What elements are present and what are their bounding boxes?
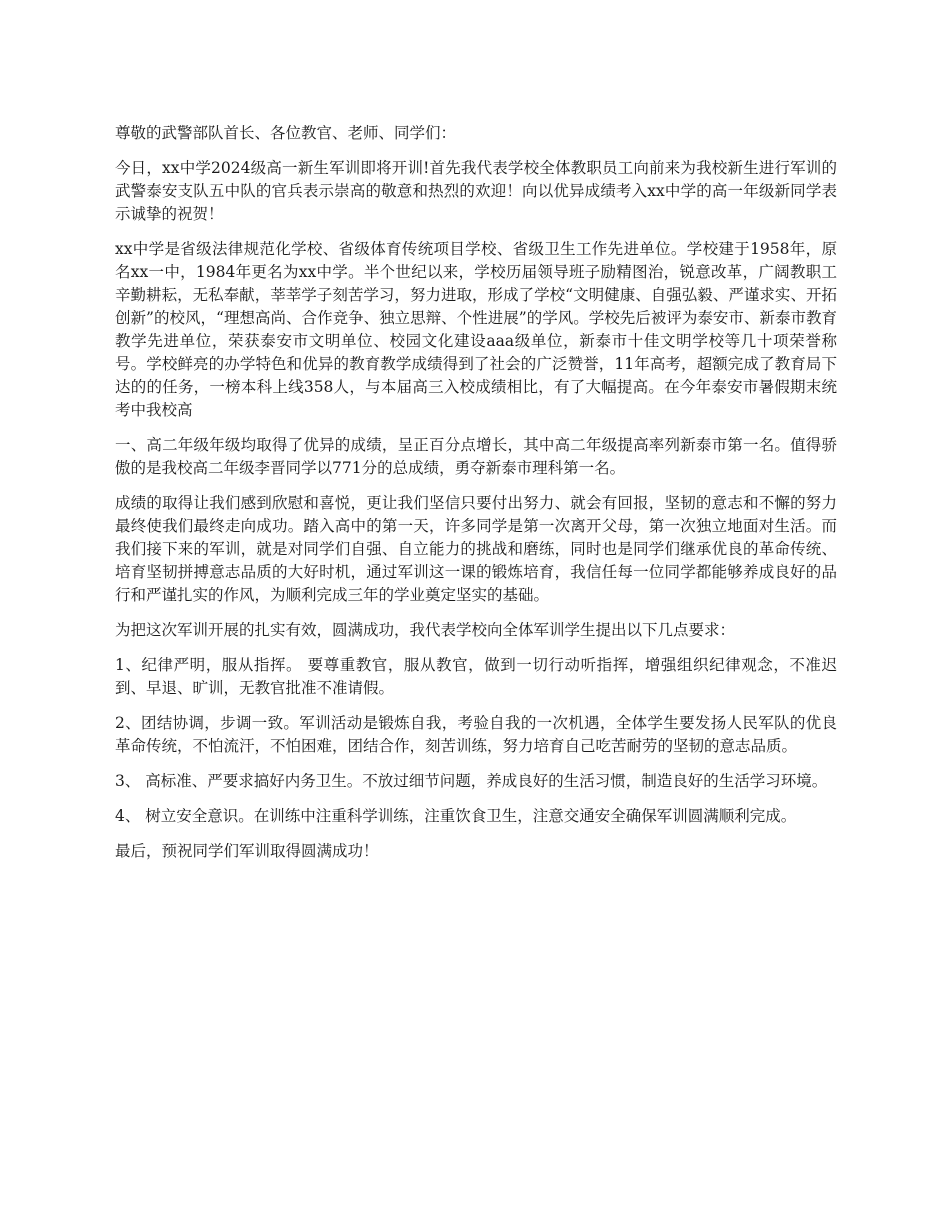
closing-paragraph: 最后，预祝同学们军训取得圆满成功！: [115, 842, 379, 860]
opening-paragraph: 今日，xx中学2024级高一新生军训即将开训!首先我代表学校全体教职员工向前来为我校新生进行军训的武警泰安支队五中队的官兵表示崇高的敬意和热烈的欢迎！向以优异成绩考入xx中学的高一年级新同学表示诚挚的祝贺！: [115, 159, 837, 223]
requirement-item-2: 2、团结协调，步调一致。军训活动是锻炼自我，考验自我的一次机遇，全体学生要发扬人民军队的优良革命传统，不怕流汗，不怕困难，团结合作，刻苦训练，努力培育自己吃苦耐劳的坚韧的意志品质。: [115, 714, 837, 755]
requirement-item-4: 4、 树立安全意识。在训练中注重科学训练，注重饮食卫生，注意交通安全确保军训圆满顺利完成。: [115, 807, 797, 825]
requirement-item-3: 3、 高标准、严要求搞好内务卫生。不放过细节问题，养成良好的生活习惯，制造良好的生活学习环境。: [115, 772, 828, 790]
salutation: 尊敬的武警部队首长、各位教官、老师、同学们：: [115, 124, 457, 142]
exam-results-paragraph: 一、高二年级年级均取得了优异的成绩，呈正百分点增长，其中高二年级提高率列新泰市第一名。值得骄傲的是我校高二年级李晋同学以771分的总成绩，勇夺新泰市理科第一名。: [115, 436, 837, 477]
school-introduction-paragraph: xx中学是省级法律规范化学校、省级体育传统项目学校、省级卫生工作先进单位。学校建于1958年，原名xx一中，1984年更名为xx中学。半个世纪以来，学校历届领导班子励精图治，锐意改革，广阔教职工辛勤耕耘，无私奉献，莘莘学子刻苦学习，努力进取，形成了学校“文明健康、自强弘毅、严谨求实、开拓创新”的校风，“理想高尚、合作竞争、独立思辩、个性进展”的学风。学校先后被评为泰安市、新泰市教育教学先进单位，荣获泰安市文明单位、校园文化建设aaa级单位，新泰市十佳文明学校等几十项荣誉称号。学校鲜亮的办学特色和优异的教育教学成绩得到了社会的广泛赞誉，11年高考，超额完成了教育局下达的的任务，一榜本科上线358人，与本届高三入校成绩相比，有了大幅提高。在今年泰安市暑假期末统考中我校高: [115, 240, 837, 419]
military-training-significance-paragraph: 成绩的取得让我们感到欣慰和喜悦，更让我们坚信只要付出努力、就会有回报，坚韧的意志和不懈的努力最终使我们最终走向成功。踏入高中的第一天，许多同学是第一次离开父母，第一次独立地面对生活。而我们接下来的军训，就是对同学们自强、自立能力的挑战和磨练，同时也是同学们继承优良的革命传统、培育坚韧拼搏意志品质的大好时机，通过军训这一课的锻炼培育，我信任每一位同学都能够养成良好的品行和严谨扎实的作风，为顺利完成三年的学业奠定坚实的基础。: [115, 494, 837, 604]
requirement-item-1: 1、纪律严明，服从指挥。 要尊重教官，服从教官，做到一切行动听指挥，增强组织纪律观念，不准迟到、早退、旷训，无教官批准不准请假。: [115, 656, 837, 697]
requirements-intro-paragraph: 为把这次军训开展的扎实有效，圆满成功，我代表学校向全体军训学生提出以下几点要求：: [115, 621, 736, 639]
document-body: [115, 122, 837, 875]
